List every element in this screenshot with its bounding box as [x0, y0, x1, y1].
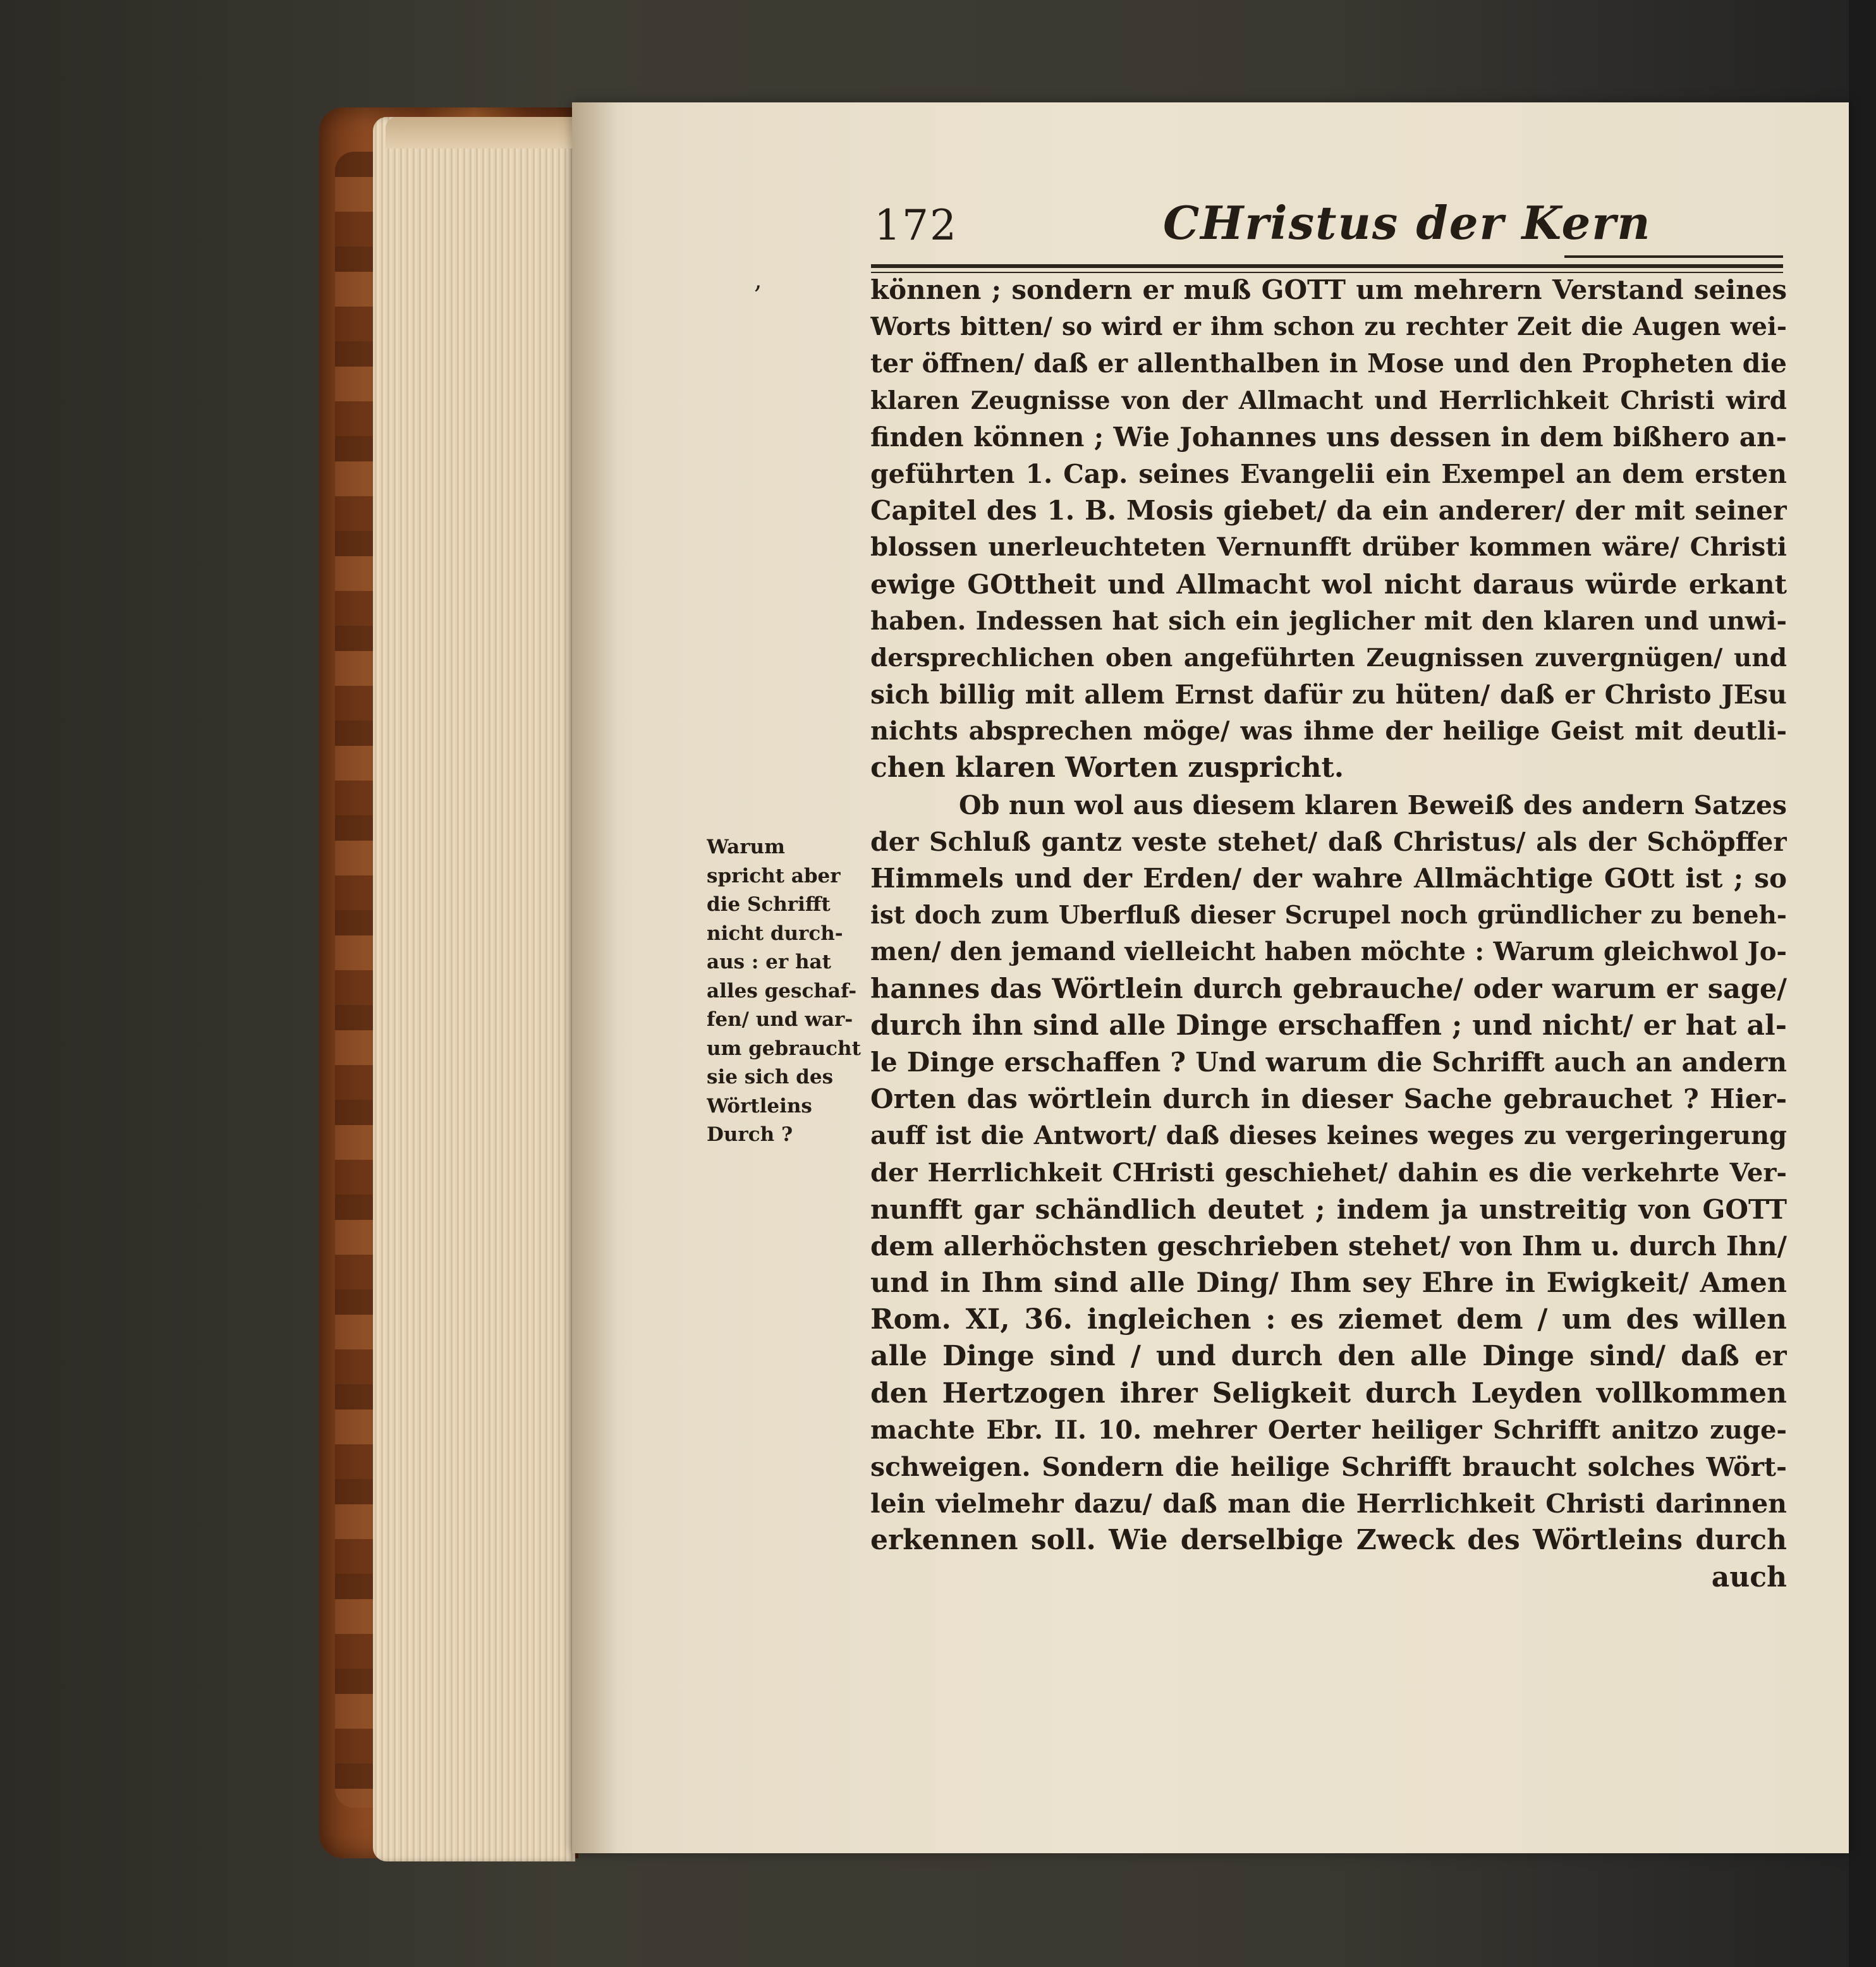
- text-line: geführten 1. Cap. seines Evangelii ein Exempel an dem ersten: [870, 458, 1787, 489]
- text-line: ist doch zum Uberfluß dieser Scrupel noch gründlicher zu beneh-: [870, 901, 1787, 930]
- text-line: men/ den jemand vielleicht haben möchte : Warum gleichwol Jo-: [870, 937, 1787, 967]
- text-line: nunfft gar schändlich deutet ; indem ja unstreitig von GOTT: [870, 1193, 1787, 1225]
- margin-note-line: fen/ und war-: [707, 1008, 853, 1031]
- margin-note-line: die Schrifft: [707, 893, 831, 916]
- text-line: Ob nun wol aus diesem klaren Beweiß des andern Satzes: [959, 789, 1787, 820]
- margin-note-line: spricht aber: [707, 864, 841, 887]
- text-line: auff ist die Antwort/ daß dieses keines weges zu vergeringerung: [870, 1121, 1787, 1151]
- text-line: nichts absprechen möge/ was ihme der heilige Geist mit deutli-: [870, 716, 1787, 746]
- margin-note-line: Wörtleins: [707, 1094, 812, 1117]
- text-line: blossen unerleuchteten Vernunfft drüber kommen wäre/ Christi: [870, 532, 1787, 563]
- text-line: haben. Indessen hat sich ein jeglicher mit den klaren und unwi-: [870, 606, 1787, 636]
- page-number: 172: [874, 201, 958, 250]
- page-edges-top: [386, 117, 575, 149]
- text-line: dersprechlichen oben angeführten Zeugnissen zuvergnügen/ und: [870, 643, 1787, 673]
- running-head: CHristus der Kern: [1163, 196, 1652, 250]
- text-line: machte Ebr. II. 10. mehrer Oerter heiliger Schrifft anitzo zuge-: [870, 1415, 1787, 1445]
- catchword: auch: [1711, 1561, 1787, 1593]
- running-head-underline: [1564, 255, 1783, 258]
- text-line: den Hertzogen ihrer Seligkeit durch Leyden vollkommen: [870, 1377, 1787, 1410]
- margin-note-line: aus : er hat: [707, 951, 831, 973]
- margin-note-line: um gebraucht: [707, 1037, 861, 1060]
- margin-note-line: sie sich des: [707, 1066, 834, 1088]
- text-line: alle Dinge sind / und durch den alle Dinge sind/ daß er: [870, 1340, 1787, 1373]
- text-line: lein vielmehr dazu/ daß man die Herrlichkeit Christi darinnen: [870, 1489, 1787, 1519]
- margin-note-line: Durch ?: [707, 1123, 793, 1146]
- page-gutter-shadow: [572, 102, 616, 1853]
- stray-ink-mark: ,: [754, 265, 762, 295]
- margin-note-line: alles geschaf-: [707, 979, 857, 1002]
- text-line: erkennen soll. Wie derselbige Zweck des Wörtleins durch: [870, 1524, 1787, 1557]
- text-line: Worts bitten/ so wird er ihm schon zu rechter Zeit die Augen wei-: [870, 312, 1787, 342]
- text-line: sich billig mit allem Ernst dafür zu hüten/ daß er Christo JEsu: [870, 679, 1787, 710]
- text-line: Orten das wörtlein durch in dieser Sache gebrauchet ? Hier-: [870, 1083, 1787, 1115]
- text-line: Himmels und der Erden/ der wahre Allmächtige GOtt ist ; so: [870, 863, 1787, 894]
- margin-note-line: Warum: [707, 836, 785, 858]
- text-line: Rom. XI, 36. ingleichen : es ziemet dem / um des willen: [870, 1303, 1787, 1336]
- text-line: chen klaren Worten zuspricht.: [870, 752, 1344, 784]
- page-edges: [373, 117, 575, 1861]
- text-line: und in Ihm sind alle Ding/ Ihm sey Ehre in Ewigkeit/ Amen: [870, 1267, 1787, 1300]
- text-line: hannes das Wörtlein durch gebrauche/ oder warum er sage/: [870, 973, 1787, 1005]
- margin-note-line: nicht durch-: [707, 922, 843, 945]
- text-line: schweigen. Sondern die heilige Schrifft braucht solches Wört-: [870, 1452, 1787, 1482]
- text-line: können ; sondern er muß GOTT um mehrern Verstand seines: [870, 274, 1787, 305]
- text-line: der Herrlichkeit CHristi geschiehet/ dahin es die verkehrte Ver-: [870, 1157, 1787, 1188]
- text-line: finden können ; Wie Johannes uns dessen in dem bißhero an-: [870, 421, 1787, 453]
- text-line: der Schluß gantz veste stehet/ daß Christus/ als der Schöpffer: [870, 826, 1787, 857]
- body-text: [870, 272, 1787, 1596]
- text-line: dem allerhöchsten geschrieben stehet/ von Ihm u. durch Ihn/: [870, 1230, 1787, 1262]
- text-line: Capitel des 1. B. Mosis giebet/ da ein anderer/ der mit seiner: [870, 495, 1787, 527]
- header-rule: [871, 264, 1783, 268]
- text-line: ter öffnen/ daß er allenthalben in Mose und den Propheten die: [870, 348, 1787, 379]
- text-line: klaren Zeugnisse von der Allmacht und Herrlichkeit Christi wird: [870, 386, 1787, 415]
- photo-background-edge: [1849, 0, 1876, 1967]
- text-line: ewige GOttheit und Allmacht wol nicht daraus würde erkant: [870, 568, 1787, 600]
- text-line: durch ihn sind alle Dinge erschaffen ; und nicht/ er hat al-: [870, 1009, 1787, 1042]
- margin-note: [707, 833, 862, 1150]
- text-line: le Dinge erschaffen ? Und warum die Schrifft auch an andern: [870, 1046, 1787, 1078]
